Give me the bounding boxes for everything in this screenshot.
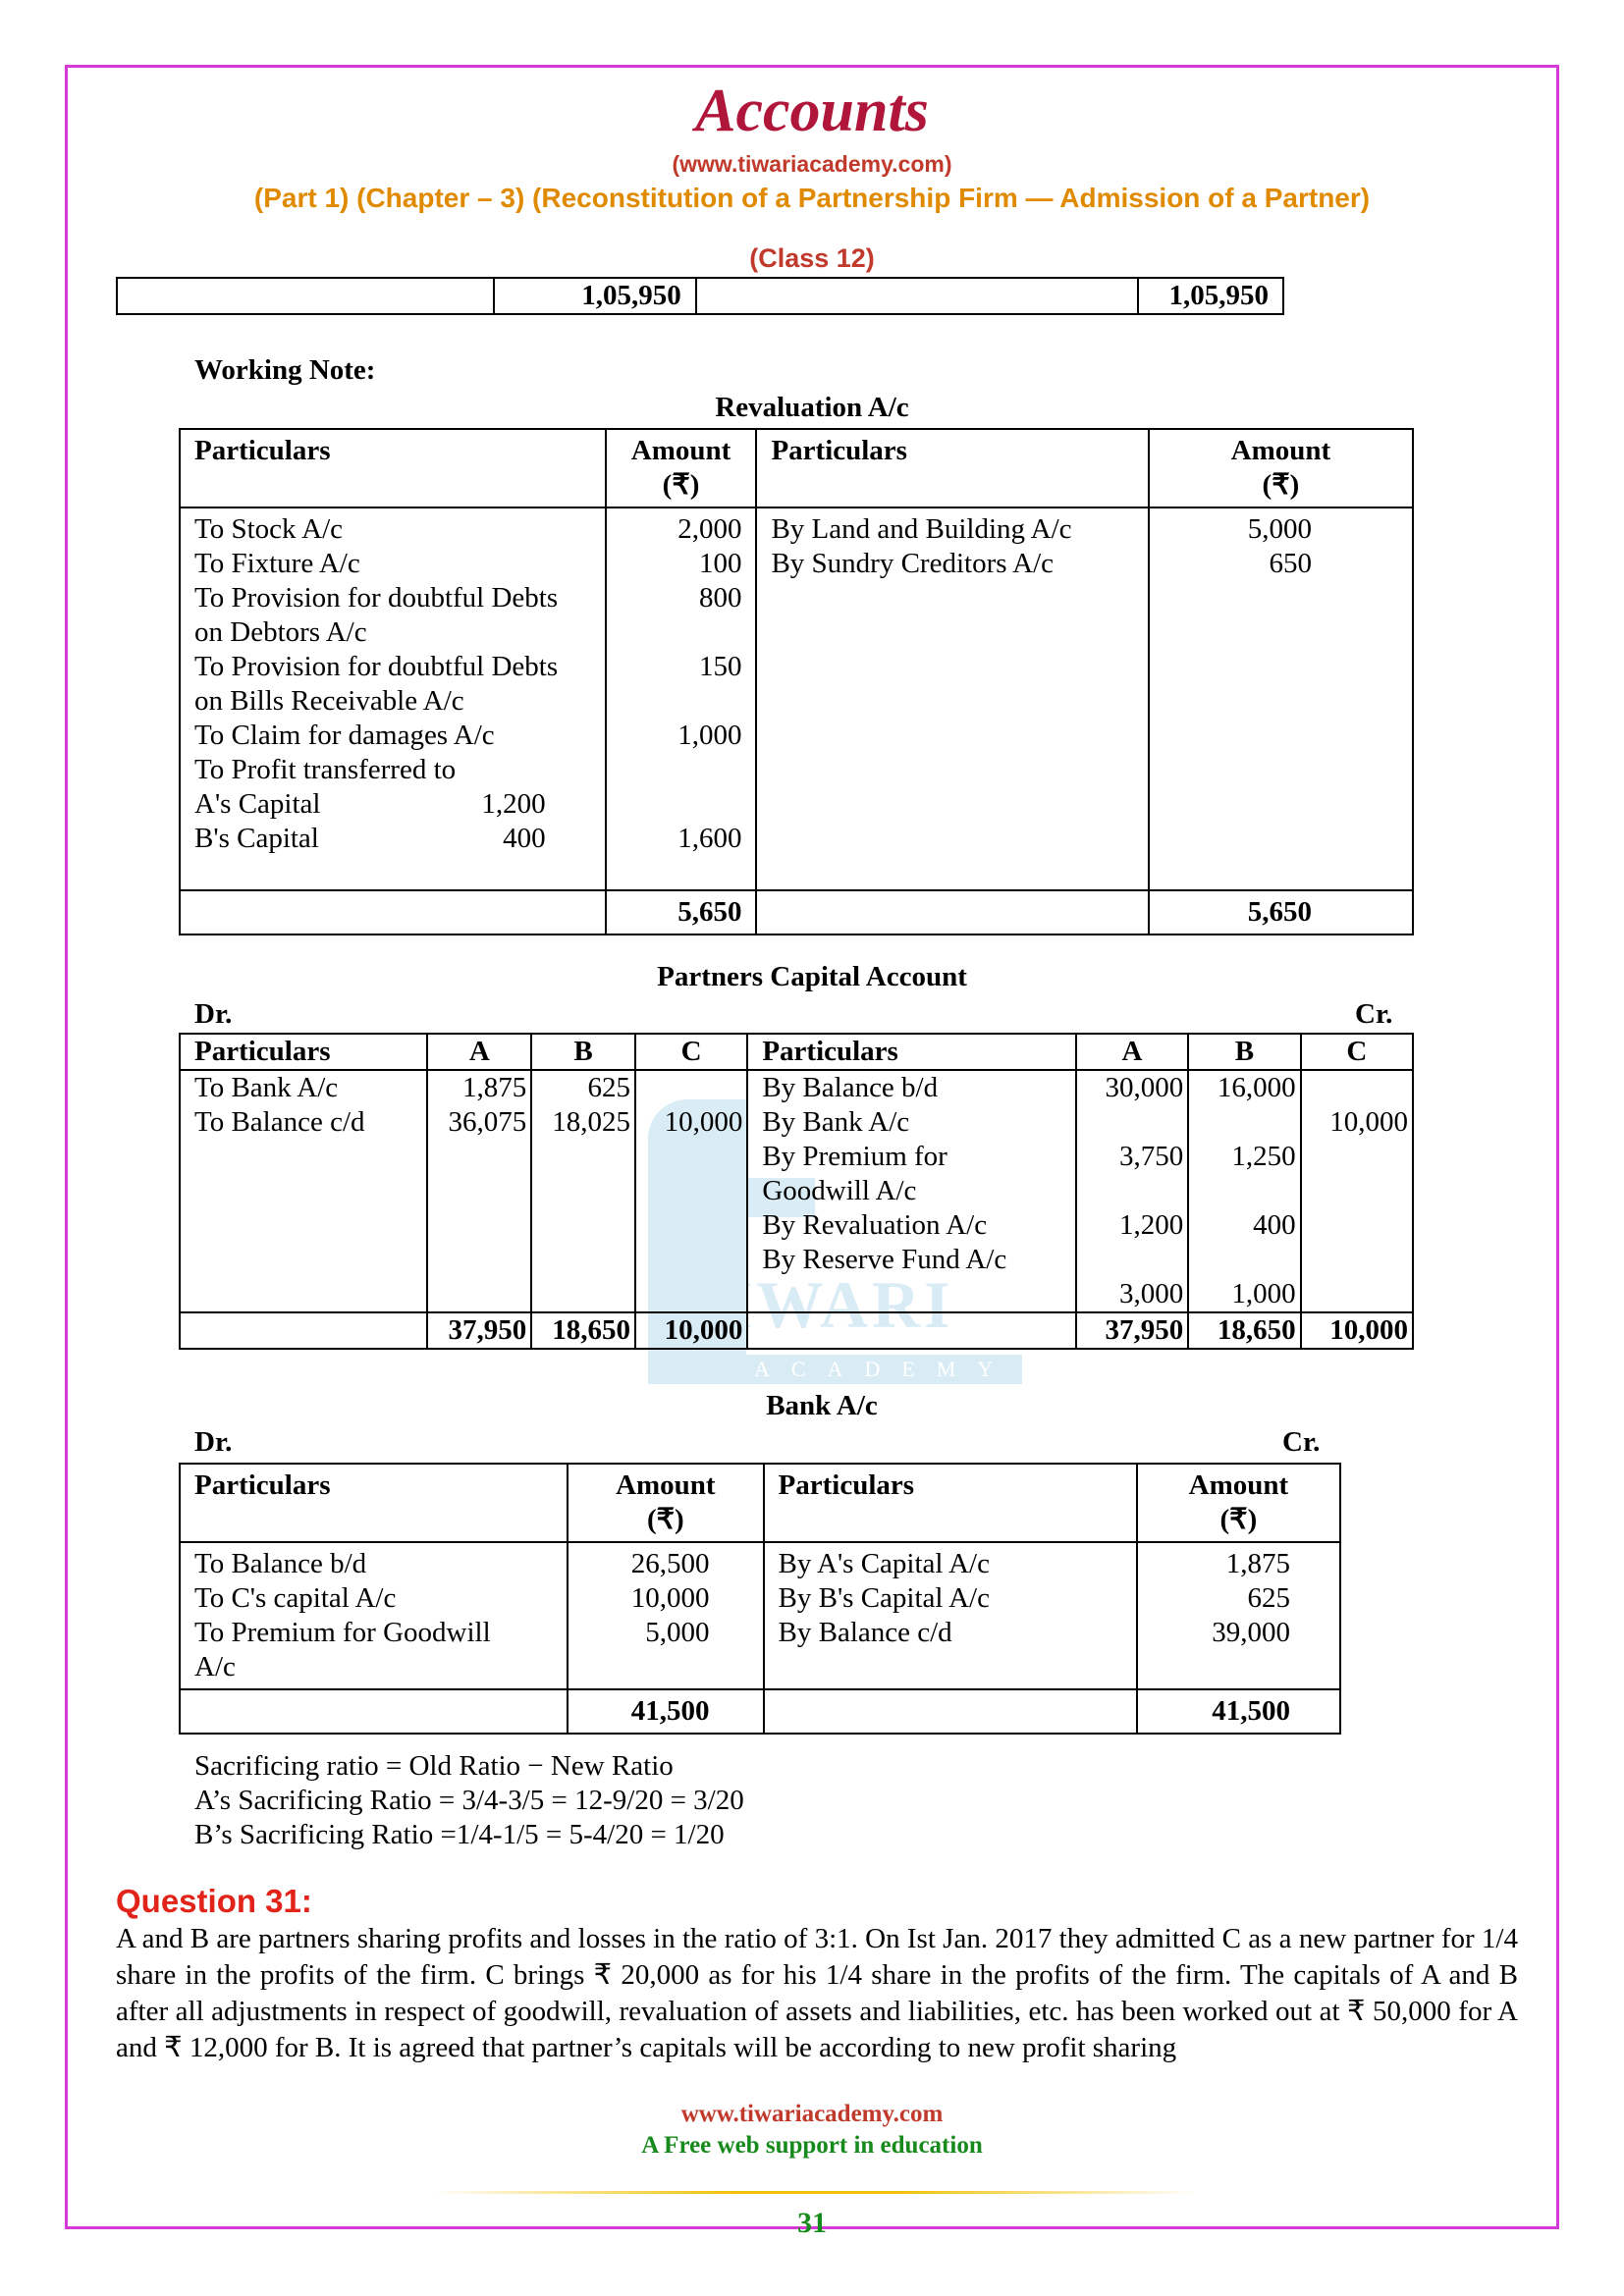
bank-credit-particulars: By A's Capital A/c By B's Capital A/c By Balance c/d [764, 1542, 1137, 1689]
page-title: Accounts [695, 78, 929, 144]
col-amount-dr: Amount (₹) [606, 429, 757, 507]
capital-title: Partners Capital Account [657, 961, 967, 992]
capital-total-row [180, 1312, 1413, 1349]
bank-credit-amounts: 1,875 625 39,000 [1137, 1542, 1340, 1689]
revaluation-total-left: 5,650 [606, 890, 757, 934]
capital-debit-particulars: To Bank A/c To Balance c/d [180, 1070, 427, 1312]
col-particulars-dr: Particulars [180, 429, 606, 507]
revaluation-credit-amounts: 5,000 650 [1149, 507, 1413, 890]
capital-body-row [180, 1070, 1413, 1312]
sacrificing-ratio-formula: Sacrificing ratio = Old Ratio − New Ratio [194, 1750, 674, 1782]
capital-credit-c: 10,000 [1301, 1070, 1413, 1312]
capital-col-b-cr: B [1188, 1034, 1300, 1070]
bank-table [179, 1463, 1341, 1735]
revaluation-body-row [180, 507, 1413, 890]
footer-url[interactable]: www.tiwariacademy.com [680, 2101, 944, 2127]
carry-amount-right: 1,05,950 [1138, 278, 1283, 314]
carry-amount-left: 1,05,950 [494, 278, 696, 314]
capital-debit-c: 10,000 [635, 1070, 747, 1312]
bank-debit-particulars: To Balance b/d To C's capital A/c To Premium for Goodwill A/c [180, 1542, 568, 1689]
bank-total-left: 41,500 [568, 1689, 763, 1734]
capital-col-particulars-dr: Particulars [180, 1034, 427, 1070]
carry-total-row [116, 277, 1284, 315]
revaluation-debit-particulars: To Stock A/c To Fixture A/c To Provision for doubtful Debts on Debtors A/c To Provision for doubtful Debts on Bills Receivable A/c To Claim for damages A/c To Profit transferred to A's Capital 1,200 B's Capital 400 [180, 507, 606, 890]
capital-credit-particulars: By Balance b/d By Bank A/c By Premium for Goodwill A/c By Revaluation A/c By Reserve Fund A/c [747, 1070, 1076, 1312]
bank-body-row [180, 1542, 1340, 1689]
tiwari-academy-watermark: IWARI ACADEMY [619, 1021, 1011, 1394]
revaluation-credit-particulars: By Land and Building A/c By Sundry Creditors A/c [756, 507, 1148, 890]
capital-total-c-cr: 10,000 [1301, 1312, 1413, 1349]
capital-debit-b: 625 18,025 [531, 1070, 635, 1312]
bank-col-amount-cr: Amount (₹) [1137, 1464, 1340, 1542]
bank-total-right: 41,500 [1137, 1689, 1340, 1734]
bank-col-particulars-cr: Particulars [764, 1464, 1137, 1542]
col-particulars-cr: Particulars [756, 429, 1148, 507]
revaluation-total-row [180, 890, 1413, 934]
page-number: 31 [797, 2207, 827, 2239]
bank-total-row [180, 1689, 1340, 1734]
bank-col-amount-dr: Amount (₹) [568, 1464, 763, 1542]
revaluation-debit-amounts: 2,000 100 800 150 1,000 1,600 [606, 507, 757, 890]
revaluation-header-row [180, 429, 1413, 507]
capital-debit-a: 1,875 36,075 [427, 1070, 531, 1312]
working-note-label: Working Note: [194, 354, 376, 386]
capital-col-a-cr: A [1076, 1034, 1188, 1070]
bank-col-particulars-dr: Particulars [180, 1464, 568, 1542]
capital-total-b-dr: 18,650 [531, 1312, 635, 1349]
a-sacrificing-ratio: A’s Sacrificing Ratio = 3/4-3/5 = 12-9/20 = 3/20 [194, 1785, 744, 1816]
capital-total-a-dr: 37,950 [427, 1312, 531, 1349]
question-text: A and B are partners sharing profits and losses in the ratio of 3:1. On Ist Jan. 2017 they admitted C as a new partner for 1/4 share in the profits of the firm. C brings ₹ 20,000 as for his 1/4 share in the profits of the firm. The capitals of A and B after all adjustments in respect of goodwill, revaluation of assets and liabilities, etc. has been worked out at ₹ 50,000 for A and ₹ 12,000 for B. It is agreed that partner’s capitals will be according to new profit sharing [116, 1923, 1518, 2063]
header-url[interactable]: (www.tiwariacademy.com) [672, 151, 952, 177]
capital-total-c-dr: 10,000 [635, 1312, 747, 1349]
bank-title: Bank A/c [766, 1390, 878, 1421]
capital-col-particulars-cr: Particulars [747, 1034, 1076, 1070]
revaluation-total-right: 5,650 [1149, 890, 1413, 934]
revaluation-table [179, 428, 1414, 935]
capital-credit-b: 16,000 1,250 400 1,000 [1188, 1070, 1300, 1312]
capital-col-c-dr: C [635, 1034, 747, 1070]
capital-credit-a: 30,000 3,750 1,200 3,000 [1076, 1070, 1188, 1312]
col-amount-cr: Amount (₹) [1149, 429, 1413, 507]
class-label: (Class 12) [749, 243, 875, 273]
question-heading: Question 31: [116, 1883, 312, 1919]
bank-debit-amounts: 26,500 10,000 5,000 [568, 1542, 763, 1689]
bank-dr-label: Dr. [194, 1426, 233, 1458]
footer-divider [432, 2191, 1198, 2194]
capital-dr-label: Dr. [194, 998, 233, 1030]
capital-total-a-cr: 37,950 [1076, 1312, 1188, 1349]
capital-col-b-dr: B [531, 1034, 635, 1070]
capital-header-row [180, 1034, 1413, 1070]
footer-tagline: A Free web support in education [641, 2132, 983, 2159]
bank-header-row [180, 1464, 1340, 1542]
capital-total-b-cr: 18,650 [1188, 1312, 1300, 1349]
capital-col-c-cr: C [1301, 1034, 1413, 1070]
capital-cr-label: Cr. [1355, 998, 1393, 1030]
capital-col-a-dr: A [427, 1034, 531, 1070]
b-sacrificing-ratio: B’s Sacrificing Ratio =1/4-1/5 = 5-4/20 = 1/20 [194, 1819, 725, 1850]
revaluation-title: Revaluation A/c [715, 392, 909, 423]
bank-cr-label: Cr. [1282, 1426, 1321, 1458]
capital-table [179, 1033, 1414, 1350]
chapter-subtitle: (Part 1) (Chapter – 3) (Reconstitution of a Partnership Firm — Admission of a Partner) [253, 183, 1371, 213]
